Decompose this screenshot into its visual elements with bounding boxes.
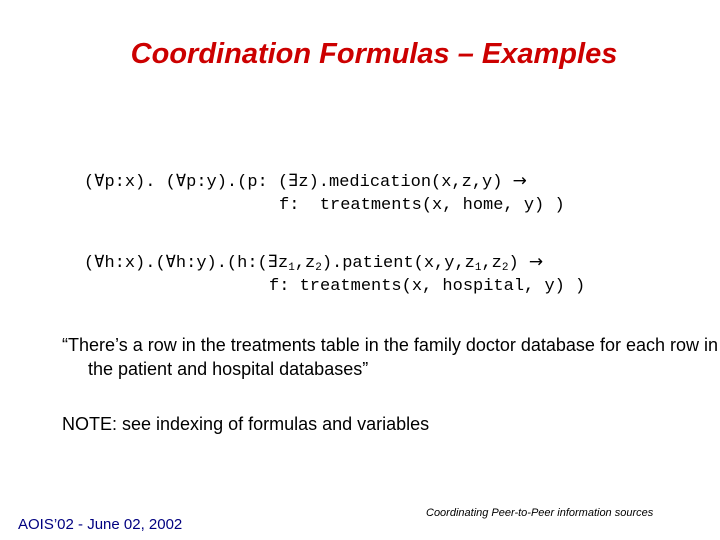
forall-symbol: ∀ — [94, 173, 105, 192]
implies-arrow-icon: → — [512, 171, 527, 191]
formula-text: ,z — [481, 254, 502, 273]
formula-text: z).medication(x,z,y) — [298, 173, 513, 192]
paren: ( — [84, 254, 95, 273]
formula-text: p:x). ( — [104, 173, 176, 192]
formula-text: ) — [508, 254, 529, 273]
subscript: 1 — [288, 262, 295, 274]
formula-text: h:y).(h:( — [175, 254, 268, 273]
subscript: 2 — [501, 262, 509, 274]
formula-text: h:x).( — [104, 254, 166, 273]
formula-1-line-2: f: treatments(x, home, y) ) — [279, 196, 565, 215]
implies-arrow-icon: → — [528, 252, 544, 272]
forall-symbol: ∀ — [94, 254, 105, 273]
formula-2-line-1 — [84, 252, 543, 274]
formula-text: ).patient(x,y,z — [321, 254, 475, 273]
footer-event: AOIS’02 - June 02, 2002 — [18, 516, 183, 533]
formula-text: z — [278, 254, 289, 273]
note-text: NOTE: see indexing of formulas and variables — [62, 414, 430, 434]
paren: ( — [84, 173, 95, 192]
formula-2-line-2: f: treatments(x, hospital, y) ) — [269, 277, 586, 296]
exists-symbol: ∃ — [267, 254, 278, 273]
exists-symbol: ∃ — [288, 173, 299, 192]
subscript: 1 — [474, 262, 482, 274]
quote-text: “There’s a row in the treatments table in the family doctor database for each row in the patient and hospital databases” — [62, 335, 718, 379]
subscript: 2 — [315, 262, 322, 274]
footer-title: Coordinating Peer-to-Peer information sources — [426, 507, 654, 519]
formula-1-line-1 — [84, 171, 527, 193]
forall-symbol: ∀ — [175, 173, 187, 192]
forall-symbol: ∀ — [165, 254, 176, 273]
formula-text: ,z — [294, 254, 316, 273]
formula-text: p:y).(p: ( — [186, 173, 289, 192]
slide-title: Coordination Formulas – Examples — [130, 38, 618, 70]
